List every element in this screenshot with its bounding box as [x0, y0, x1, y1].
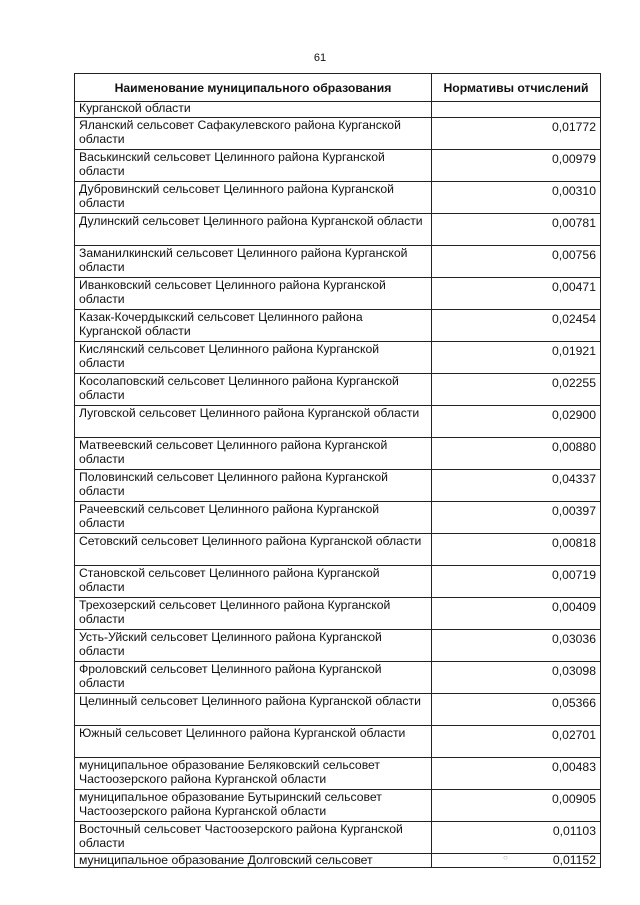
table-row: [75, 182, 601, 214]
table-row: [75, 438, 601, 470]
table-row: [75, 470, 601, 502]
page-number: 61: [313, 52, 327, 64]
municipality-name: Васькинский сельсовет Целинного района Курганской области: [75, 150, 432, 182]
table-row: [75, 598, 601, 630]
norm-value: 0,02454: [432, 310, 601, 342]
municipality-name: Луговской сельсовет Целинного района Курганской области: [75, 406, 432, 438]
norm-value: 0,01772: [432, 118, 601, 150]
municipality-name: Иванковский сельсовет Целинного района Курганской области: [75, 278, 432, 310]
municipality-name: Южный сельсовет Целинного района Курганской области: [75, 726, 432, 758]
header-municipality: Наименование муниципального образования: [75, 74, 432, 102]
norm-value: 0,02900: [432, 406, 601, 438]
norm-value: 0,02701: [432, 726, 601, 758]
table-row: [75, 150, 601, 182]
norm-value: 0,03036: [432, 630, 601, 662]
municipality-name: Половинский сельсовет Целинного района Курганской области: [75, 470, 432, 502]
municipality-name: Заманилкинский сельсовет Целинного района Курганской области: [75, 246, 432, 278]
header-norms: Нормативы отчислений: [432, 74, 601, 102]
table-row: [75, 310, 601, 342]
municipality-name: Целинный сельсовет Целинного района Курганской области: [75, 694, 432, 726]
norm-value: 0,04337: [432, 470, 601, 502]
norm-value: 0,00719: [432, 566, 601, 598]
norm-value: 0,00471: [432, 278, 601, 310]
municipality-name: Усть-Уйский сельсовет Целинного района Курганской области: [75, 630, 432, 662]
table-row: [75, 694, 601, 726]
municipality-name: муниципальное образование Долговский сельсовет: [75, 854, 432, 868]
table-header-row: [75, 74, 601, 102]
municipality-name: Яланский сельсовет Сафакулевского района Курганской области: [75, 118, 432, 150]
municipality-name: Кислянский сельсовет Целинного района Курганской области: [75, 342, 432, 374]
table-row: [75, 662, 601, 694]
municipality-name: Дулинский сельсовет Целинного района Курганской области: [75, 214, 432, 246]
norm-value: 0,00880: [432, 438, 601, 470]
norm-value: 0,03098: [432, 662, 601, 694]
norm-value: 0,00310: [432, 182, 601, 214]
municipality-name: Сетовский сельсовет Целинного района Курганской области: [75, 534, 432, 566]
municipality-name: Рачеевский сельсовет Целинного района Курганской области: [75, 502, 432, 534]
norms-table: [74, 73, 601, 868]
norm-value: 0,00409: [432, 598, 601, 630]
norm-value: 0,00483: [432, 758, 601, 790]
municipality-name: Казак-Кочердыкский сельсовет Целинного района Курганской области: [75, 310, 432, 342]
norm-value: 0,00818: [432, 534, 601, 566]
municipality-name: Дубровинский сельсовет Целинного района Курганской области: [75, 182, 432, 214]
table-row: [75, 566, 601, 598]
table-row: [75, 214, 601, 246]
table-row-last: [75, 854, 601, 868]
norm-value: 0,01152: [432, 854, 601, 868]
norm-value: 0,00756: [432, 246, 601, 278]
municipality-name: Матвеевский сельсовет Целинного района Курганской области: [75, 438, 432, 470]
norm-value: 0,02255: [432, 374, 601, 406]
norm-value: 0,05366: [432, 694, 601, 726]
municipality-name: Восточный сельсовет Частоозерского района Курганской области: [75, 822, 432, 854]
table-row: [75, 534, 601, 566]
table-row: [75, 278, 601, 310]
municipality-name: Косолаповский сельсовет Целинного района Курганской области: [75, 374, 432, 406]
norm-value: 0,01103: [432, 822, 601, 854]
table-row: [75, 246, 601, 278]
table-row: [75, 118, 601, 150]
norm-value: 0,01921: [432, 342, 601, 374]
scan-mark-icon: ○: [503, 853, 508, 862]
municipality-name: муниципальное образование Беляковский сельсовет Частоозерского района Курганской области: [75, 758, 432, 790]
table-row: [75, 630, 601, 662]
table-row: [75, 374, 601, 406]
municipality-name: муниципальное образование Бутыринский сельсовет Частоозерского района Курганской области: [75, 790, 432, 822]
municipality-name: Трехозерский сельсовет Целинного района Курганской области: [75, 598, 432, 630]
norm-value: 0,00781: [432, 214, 601, 246]
table-row: [75, 790, 601, 822]
table-row: [75, 342, 601, 374]
municipality-name: Становской сельсовет Целинного района Курганской области: [75, 566, 432, 598]
table-row: [75, 726, 601, 758]
norm-value: [432, 102, 601, 118]
norm-value: 0,00979: [432, 150, 601, 182]
norm-value: 0,00397: [432, 502, 601, 534]
table-row: [75, 502, 601, 534]
table-row: [75, 406, 601, 438]
municipality-name: Курганской области: [75, 102, 432, 118]
table-row: [75, 822, 601, 854]
norm-value: 0,00905: [432, 790, 601, 822]
table-row-continuation: [75, 102, 601, 118]
table-row: [75, 758, 601, 790]
municipality-name: Фроловский сельсовет Целинного района Курганской области: [75, 662, 432, 694]
